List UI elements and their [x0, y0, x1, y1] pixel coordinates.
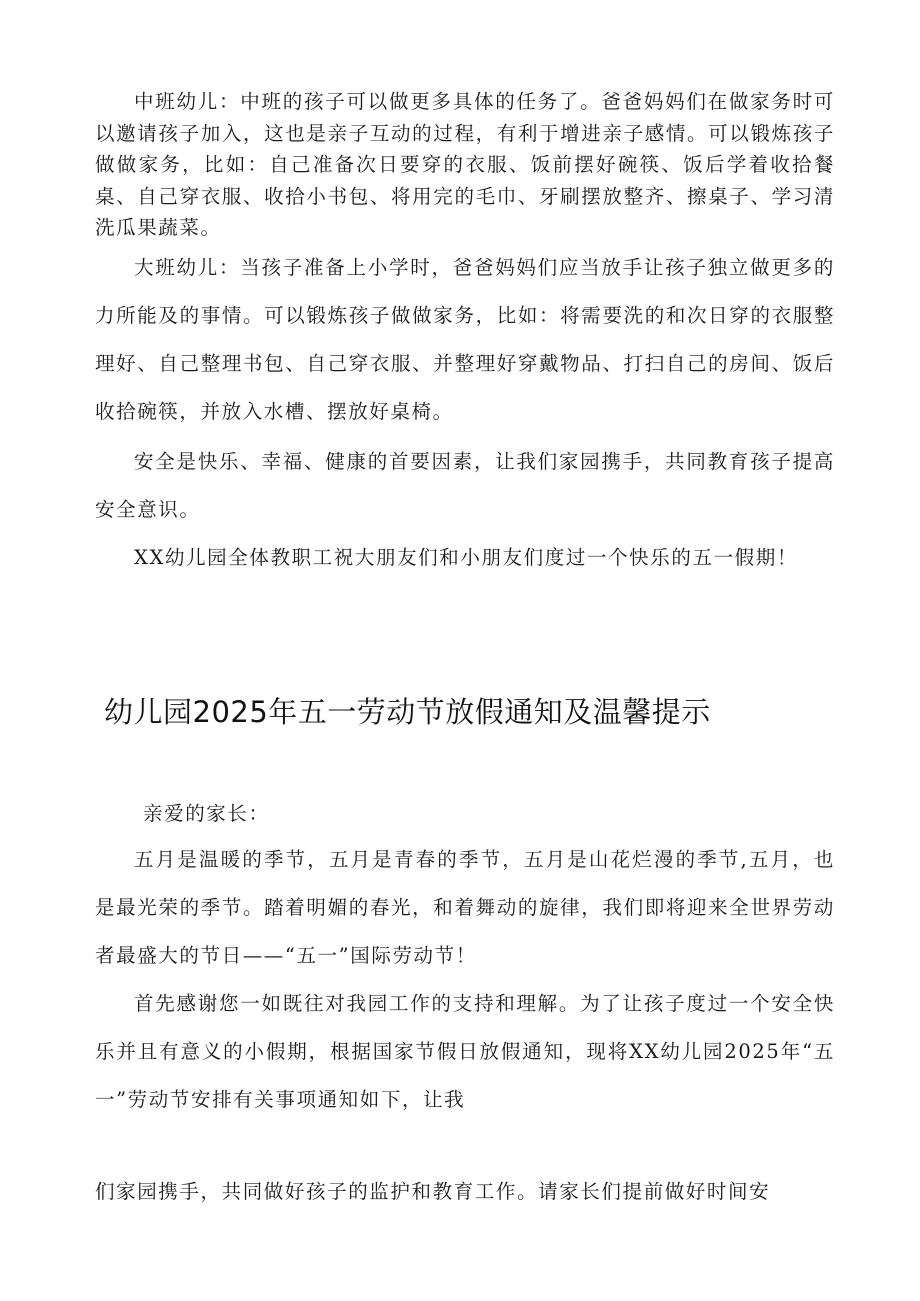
intro-paragraph: 五月是温暖的季节，五月是青春的季节，五月是山花烂漫的季节,五月，也是最光荣的季节。踏着明媚的春光，和着舞动的旋律，我们即将迎来全世界劳动者最盛大的节日——“五一”国际劳动节！ — [95, 848, 835, 967]
safety-paragraph: 安全是快乐、幸福、健康的首要因素，让我们家园携手，共同教育孩子提高安全意识。 — [95, 450, 835, 521]
middle-class-paragraph: 中班幼儿：中班的孩子可以做更多具体的任务了。爸爸妈妈们在做家务时可以邀请孩子加入，这也是亲子互动的过程，有利于增进亲子感情。可以锻炼孩子做做家务，比如：自己准备次日要穿的衣服、饭前摆好碗筷、饭后学着收拾餐桌、自己穿衣服、收拾小书包、将用完的毛巾、牙刷摆放整齐、擦桌子、学习清洗瓜果蔬菜。 — [95, 90, 835, 239]
senior-class-paragraph: 大班幼儿：当孩子准备上小学时，爸爸妈妈们应当放手让孩子独立做更多的力所能及的事情。可以锻炼孩子做做家务，比如：将需要洗的和次日穿的衣服整理好、自己整理书包、自己穿衣服、并整理好穿戴物品、打扫自己的房间、饭后收拾碗筷，并放入水槽、摆放好桌椅。 — [95, 256, 835, 423]
notice-title: 幼儿园2025年五一劳动节放假通知及温馨提示 — [104, 695, 711, 729]
thanks-paragraph: 首先感谢您一如既往对我园工作的支持和理解。为了让孩子度过一个安全快乐并且有意义的小假期，根据国家节假日放假通知，现将XX幼儿园2025年“五一”劳动节安排有关事项通知如下，让我 — [95, 992, 835, 1111]
greeting-line: 亲爱的家长： — [143, 802, 270, 825]
continuation-paragraph: 们家园携手，共同做好孩子的监护和教育工作。请家长们提前做好时间安 — [95, 1180, 771, 1203]
wishes-paragraph: XX幼儿园全体教职工祝大朋友们和小朋友们度过一个快乐的五一假期！ — [134, 546, 798, 569]
